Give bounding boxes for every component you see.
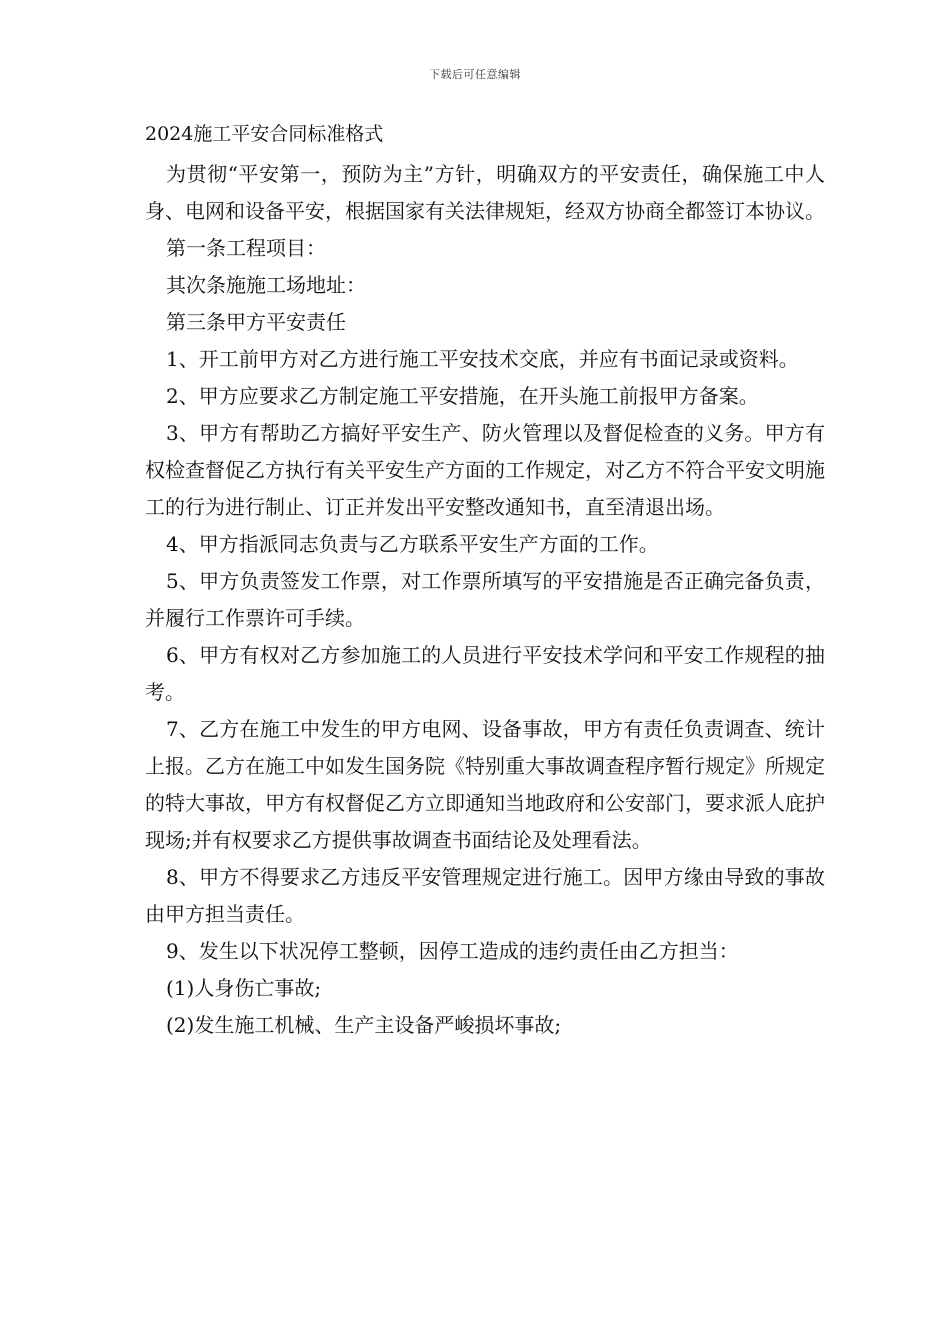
paragraph-item-5: 5、甲方负责签发工作票，对工作票所填写的平安措施是否正确完备负责，并履行工作票许可手续。 [145,569,825,630]
paragraph-item-4: 4、甲方指派同志负责与乙方联系平安生产方面的工作。 [166,532,659,556]
paragraph-article-2: 其次条施施工场地址： [166,273,366,297]
paragraph-item-3: 3、甲方有帮助乙方搞好平安生产、防火管理以及督促检查的义务。甲方有权检查督促乙方执行有关平安生产方面的工作规定，对乙方不符合平安文明施工的行为进行制止、订正并发出平安整改通知书，直至清退出场。 [145,421,825,519]
paragraph-subitem-1: (1)人身伤亡事故; [166,976,322,1000]
paragraph-item-6: 6、甲方有权对乙方参加施工的人员进行平安技术学问和平安工作规程的抽考。 [145,643,825,704]
document-title: 2024施工平安合同标准格式 [145,123,384,145]
document-body [145,120,825,1044]
paragraph-item-8: 8、甲方不得要求乙方违反平安管理规定进行施工。因甲方缘由导致的事故由甲方担当责任。 [145,865,825,926]
paragraph-subitem-2: (2)发生施工机械、生产主设备严峻损坏事故; [166,1013,562,1037]
paragraph-article-1: 第一条工程项目： [166,236,326,260]
paragraph-intro: 为贯彻“平安第一，预防为主”方针，明确双方的平安责任，确保施工中人身、电网和设备平安，根据国家有关法律规矩，经双方协商全都签订本协议。 [145,162,825,223]
paragraph-item-1: 1、开工前甲方对乙方进行施工平安技术交底，并应有书面记录或资料。 [166,347,799,371]
paragraph-article-3: 第三条甲方平安责任 [166,310,346,334]
header-note: 下载后可任意编辑 [429,68,521,81]
paragraph-item-9: 9、发生以下状况停工整顿，因停工造成的违约责任由乙方担当： [166,939,739,963]
paragraph-item-7: 7、乙方在施工中发生的甲方电网、设备事故，甲方有责任负责调查、统计上报。乙方在施工中如发生国务院《特别重大事故调查程序暂行规定》所规定的特大事故，甲方有权督促乙方立即通知当地政府和公安部门，要求派人庇护现场;并有权要求乙方提供事故调查书面结论及处理看法。 [145,717,825,852]
paragraph-item-2: 2、甲方应要求乙方制定施工平安措施，在开头施工前报甲方备案。 [166,384,759,408]
